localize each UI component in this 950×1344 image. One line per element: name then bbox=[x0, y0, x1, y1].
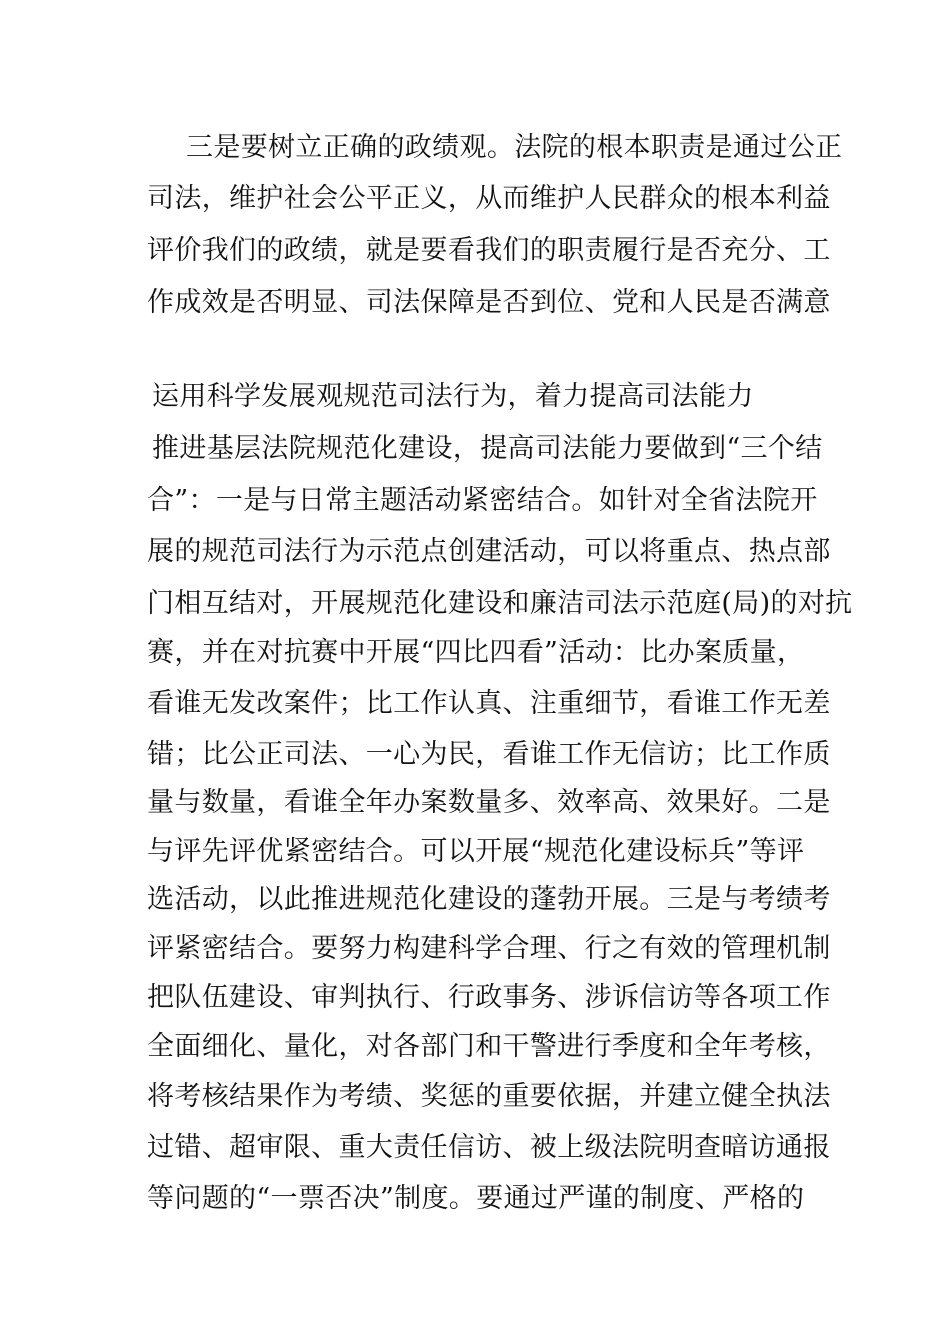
paragraph-2-line-15: 过错、超审限、重大责任信访、被上级法院明查暗访通报 bbox=[147, 1132, 831, 1163]
paragraph-2-line-7: 错；比公正司法、一心为民，看谁工作无信访；比工作质 bbox=[147, 739, 831, 770]
paragraph-2-line-10: 选活动，以此推进规范化建设的蓬勃开展。三是与考绩考 bbox=[147, 884, 831, 915]
paragraph-2-line-6: 看谁无发改案件；比工作认真、注重细节，看谁工作无差 bbox=[147, 688, 831, 719]
paragraph-2-line-8: 量与数量，看谁全年办案数量多、效率高、效果好。二是 bbox=[147, 787, 831, 818]
paragraph-1-line-1: 三是要树立正确的政绩观。法院的根本职责是通过公正 bbox=[186, 132, 843, 163]
paragraph-2-line-4: 门相互结对，开展规范化建设和廉洁司法示范庭(局)的对抗 bbox=[147, 588, 853, 619]
paragraph-1-line-4: 作成效是否明显、司法保障是否到位、党和人民是否满意 bbox=[147, 287, 831, 318]
paragraph-2-line-11: 评紧密结合。要努力构建科学合理、行之有效的管理机制 bbox=[147, 933, 831, 964]
paragraph-1-line-3: 评价我们的政绩，就是要看我们的职责履行是否充分、工 bbox=[147, 235, 831, 266]
paragraph-2-line-13: 全面细化、量化，对各部门和干警进行季度和全年考核， bbox=[147, 1031, 831, 1062]
paragraph-2-line-1: 推进基层法院规范化建设，提高司法能力要做到“三个结 bbox=[152, 433, 823, 464]
paragraph-2-line-12: 把队伍建设、审判执行、行政事务、涉诉信访等各项工作 bbox=[147, 982, 831, 1013]
paragraph-2-line-5: 赛，并在对抗赛中开展“四比四看”活动：比办案质量， bbox=[147, 637, 805, 668]
section-heading: 运用科学发展观规范司法行为，着力提高司法能力 bbox=[152, 381, 754, 412]
paragraph-2-line-3: 展的规范司法行为示范点创建活动，可以将重点、热点部 bbox=[147, 536, 831, 567]
paragraph-2-line-9: 与评先评优紧密结合。可以开展“规范化建设标兵”等评 bbox=[147, 836, 805, 867]
paragraph-2-line-16: 等问题的“一票否决”制度。要通过严谨的制度、严格的 bbox=[147, 1183, 805, 1214]
paragraph-2-line-2: 合”：一是与日常主题活动紧密结合。如针对全省法院开 bbox=[147, 485, 818, 516]
paragraph-1-line-2: 司法，维护社会公平正义，从而维护人民群众的根本利益 bbox=[147, 183, 831, 214]
paragraph-2-line-14: 将考核结果作为考绩、奖惩的重要依据，并建立健全执法 bbox=[147, 1081, 831, 1112]
